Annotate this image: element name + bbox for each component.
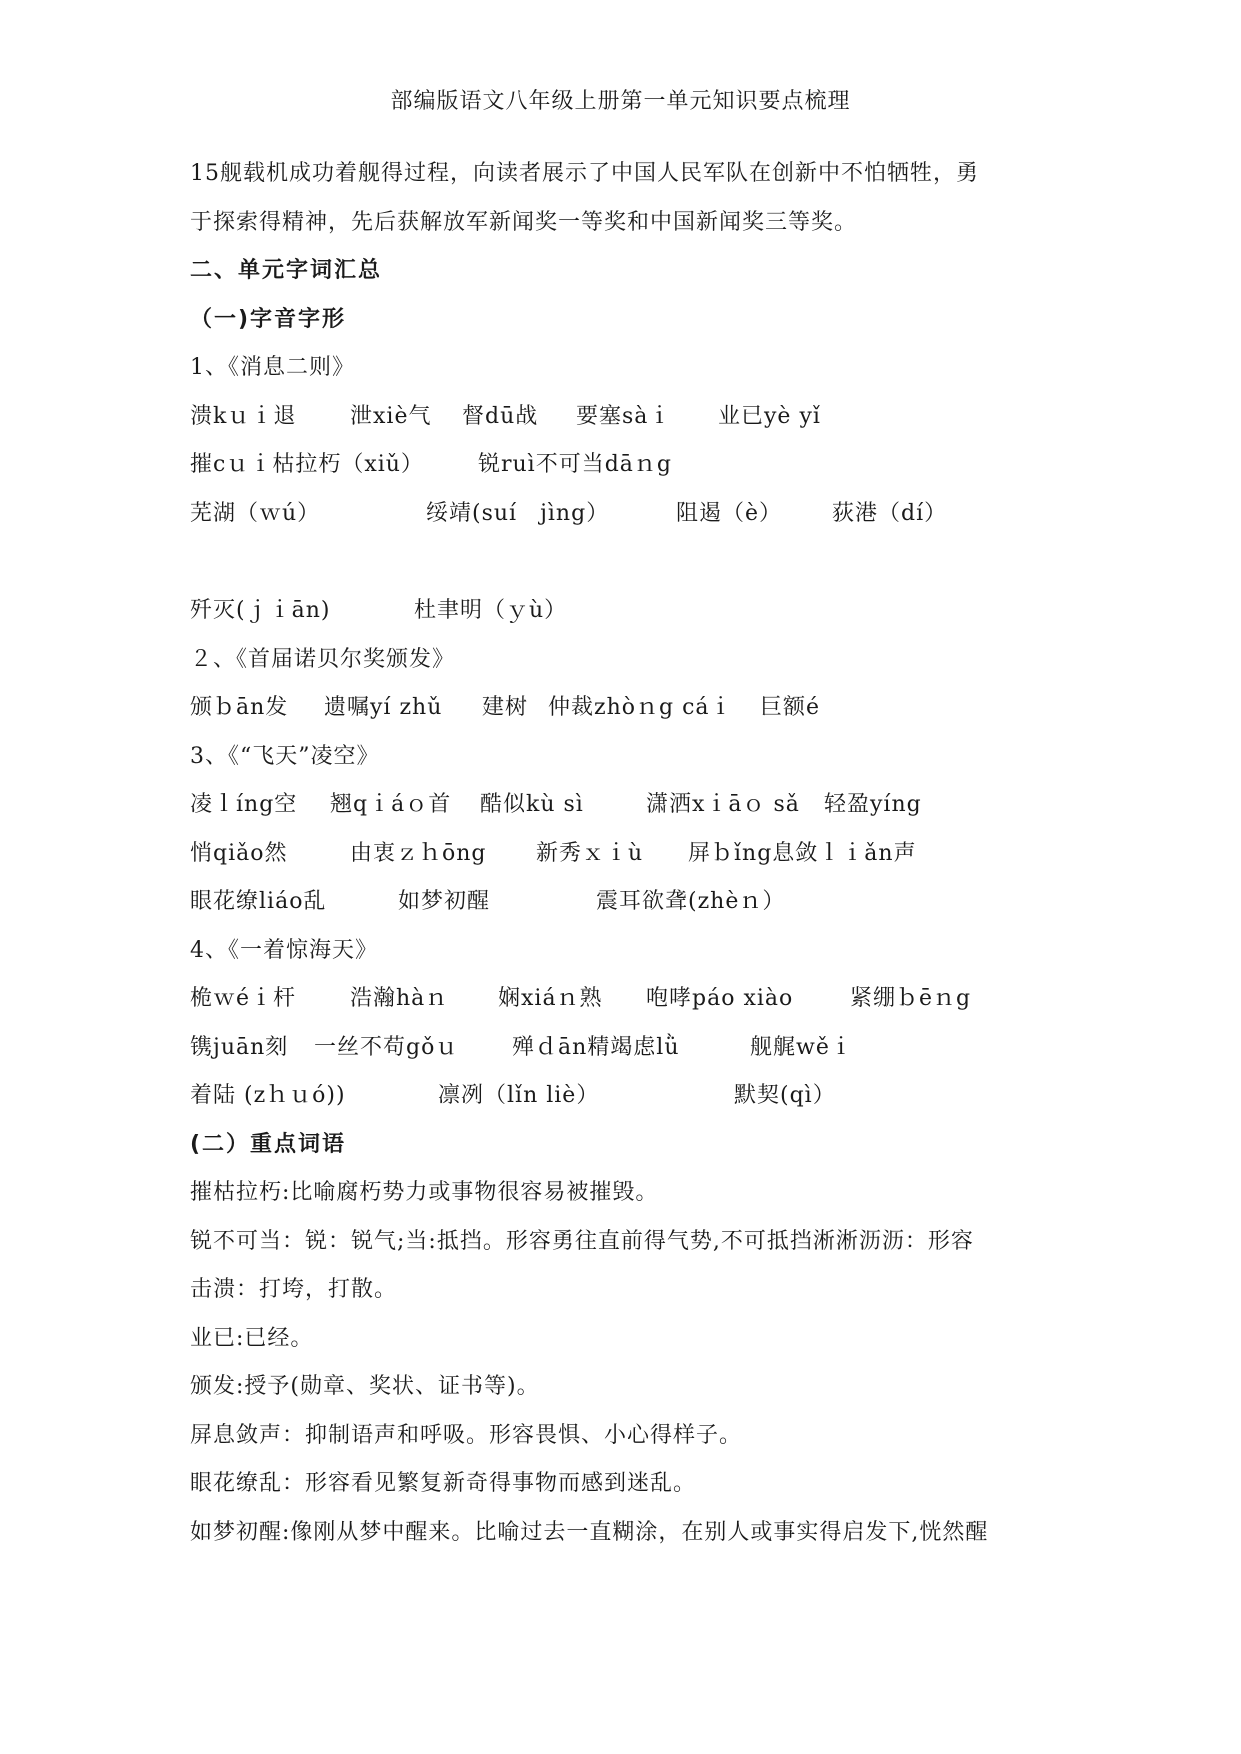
vocab-item: 娴xiáｎ熟 [498,986,603,1011]
vocab-item: 要塞sàｉ [576,403,672,429]
term-definition: 业已:已经。 [190,1325,314,1351]
vocab-item: 舰艉wěｉ [750,1034,853,1060]
lesson-title: 3、《“飞天”凌空》 [190,743,380,769]
vocab-item: 业已yè yǐ [718,403,821,429]
vocab-item: 新秀ｘｉù [536,840,644,866]
vocab-item: 一丝不苟gǒｕ [314,1034,459,1060]
lesson-title: 1、《消息二则》 [190,355,355,380]
vocab-item: 歼灭(ｊｉān) [190,598,331,623]
vocab-item: 杜聿明（ｙù） [414,598,568,623]
vocab-item: 潇洒xｉāｏ sǎ [646,792,800,817]
vocab-row [190,975,1070,1024]
vocab-item: 督dū战 [462,403,539,429]
vocab-item: 由衷ｚｈōng [350,840,487,866]
vocab-item: 屏ｂǐng息敛ｌｉǎn声 [688,840,917,866]
blank-line [190,538,1070,587]
vocab-item: 如梦初醒 [398,889,491,914]
vocab-row [190,1024,1070,1073]
vocab-item: 颁ｂān发 [190,695,289,720]
vocab-item: 绥靖(suí jìng） [426,500,610,526]
vocab-row [190,393,1070,442]
vocab-item: 轻盈yíng [824,792,922,817]
term-definition: 眼花缭乱：形容看见繁复新奇得事物而感到迷乱。 [190,1471,697,1496]
vocab-item: 桅ｗéｉ杆 [190,986,297,1011]
vocab-row [190,781,1070,830]
vocab-item: 酷似kù sì [480,792,584,817]
vocab-item: 巨额é [760,695,821,720]
vocab-item: 摧cｕｉ枯拉朽（xiǔ） [190,452,424,477]
vocab-item: 着陆 (zｈｕó)) [190,1083,346,1108]
vocab-item: 殚ｄān精竭虑lǜ [512,1034,680,1060]
vocab-item: 阻遏（è） [676,500,783,526]
lesson-title: ２、《首届诺贝尔奖颁发》 [190,646,456,672]
vocab-row [190,587,1070,636]
vocab-item: 芜湖（ｗú） [190,500,321,526]
document-body [190,150,1070,1557]
vocab-item: 锐ruì不可当dāｎg [478,452,673,477]
vocab-item: 眼花缭liáo乱 [190,889,327,914]
vocab-item: 翘qｉáｏ首 [330,792,452,817]
vocab-item: 凌ｌíng空 [190,792,298,817]
vocab-item: 默契(qì） [734,1083,836,1108]
vocab-item: 咆哮páo xiào [646,986,794,1011]
term-definition: 如梦初醒:像刚从梦中醒来。比喻过去一直糊涂，在别人或事实得启发下,恍然醒 [190,1519,989,1545]
vocab-item: 建树 [482,695,529,720]
vocab-row [190,830,1070,879]
vocab-item: 溃kｕｉ退 [190,403,297,429]
vocab-item: 凛冽（lǐn liè） [438,1083,600,1108]
lesson-title: 4、《一着惊海天》 [190,937,378,963]
subsection-heading: （一)字音字形 [190,306,347,332]
vocab-item: 泄xiè气 [350,403,432,429]
vocab-item: 浩瀚hàｎ [350,986,449,1011]
intro-line: 于探索得精神，先后获解放军新闻奖一等奖和中国新闻奖三等奖。 [190,209,858,235]
term-definition: 摧枯拉朽:比喻腐朽势力或事物很容易被摧毁。 [190,1180,659,1205]
term-definition: 颁发:授予(勋章、奖状、证书等)。 [190,1374,540,1399]
section-heading: 二、单元字词汇总 [190,258,383,283]
vocab-item: 紧绷ｂēｎg [850,986,972,1011]
vocab-row [190,878,1070,927]
vocab-item: 遗嘱yí zhǔ [324,695,443,720]
vocab-item: 镌juān刻 [190,1034,289,1060]
term-definition: 击溃：打垮，打散。 [190,1277,398,1302]
vocab-item: 荻港（dí） [832,500,948,526]
vocab-row [190,490,1070,539]
vocab-row [190,1072,1070,1121]
document-title: 部编版语文八年级上册第一单元知识要点梳理 [390,89,851,114]
vocab-item: 仲裁zhòｎg cáｉ [548,695,733,720]
intro-line: 15舰载机成功着舰得过程，向读者展示了中国人民军队在创新中不怕牺牲，勇 [190,161,979,186]
term-definition: 锐不可当：锐：锐气;当:抵挡。形容勇往直前得气势,不可抵挡淅淅沥沥：形容 [190,1228,974,1254]
vocab-row [190,684,1070,733]
vocab-row [190,441,1070,490]
subsection-heading: (二）重点词语 [190,1131,347,1157]
vocab-item: 震耳欲聋(zhèｎ） [596,889,786,914]
term-definition: 屏息敛声：抑制语声和呼吸。形容畏惧、小心得样子。 [190,1422,743,1448]
vocab-item: 悄qiǎo然 [190,840,288,866]
